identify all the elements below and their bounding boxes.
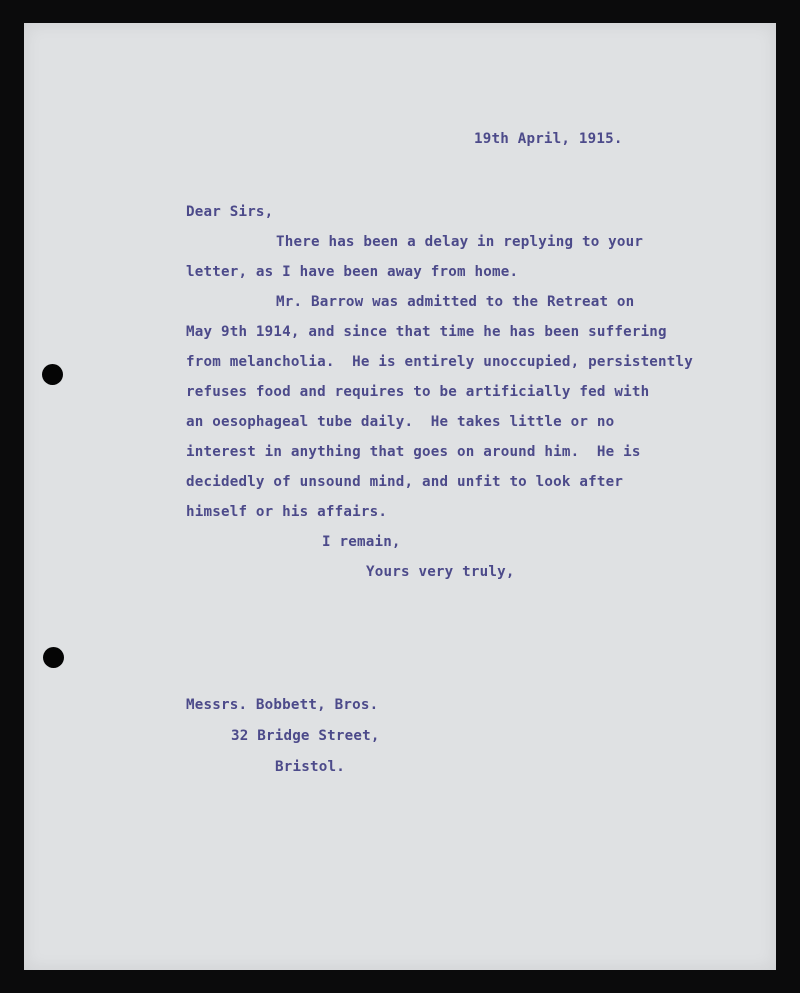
body-line: letter, as I have been away from home.	[186, 264, 519, 280]
body-line: himself or his affairs.	[186, 504, 388, 520]
letter-date: 19th April, 1915.	[474, 131, 623, 147]
letter-page	[24, 23, 776, 970]
address-line: Bristol.	[275, 759, 345, 775]
body-line: Mr. Barrow was admitted to the Retreat on	[276, 294, 635, 310]
body-line: decidedly of unsound mind, and unfit to look after	[186, 474, 624, 490]
body-line: refuses food and requires to be artificially fed with	[186, 384, 650, 400]
body-line: May 9th 1914, and since that time he has been suffering	[186, 324, 667, 340]
punch-hole-top	[42, 364, 63, 385]
punch-hole-bottom	[43, 647, 64, 668]
closing-remain: I remain,	[322, 534, 401, 550]
body-line: an oesophageal tube daily. He takes little or no	[186, 414, 615, 430]
address-line: 32 Bridge Street,	[231, 728, 380, 744]
address-line: Messrs. Bobbett, Bros.	[186, 697, 379, 713]
body-line: interest in anything that goes on around him. He is	[186, 444, 641, 460]
closing-yours: Yours very truly,	[366, 564, 515, 580]
body-line: There has been a delay in replying to your	[276, 234, 644, 250]
salutation: Dear Sirs,	[186, 204, 274, 220]
body-line: from melancholia. He is entirely unoccupied, persistently	[186, 354, 694, 370]
